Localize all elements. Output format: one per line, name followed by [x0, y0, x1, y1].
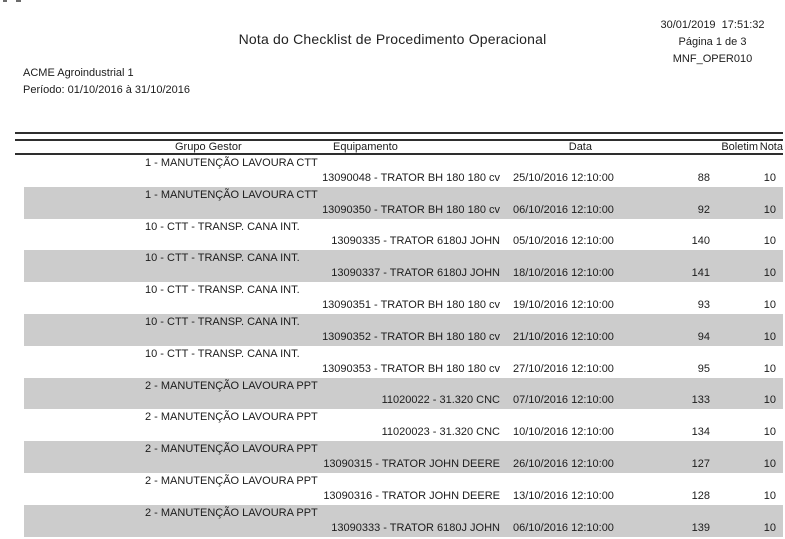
boletim-value: 95: [697, 362, 710, 375]
report-code: MNF_OPER010: [672, 53, 753, 65]
data-value: 25/10/2016 12:10:00: [513, 171, 614, 184]
nota-value: 10: [763, 235, 776, 248]
data-value: 06/10/2016 12:10:00: [513, 203, 614, 216]
boletim-value: 133: [691, 394, 710, 407]
nota-value: 10: [763, 394, 776, 407]
boletim-value: 92: [697, 203, 710, 216]
group-gestor-label: 1 - MANUTENÇÃO LAVOURA CTT: [145, 188, 318, 201]
column-header-equipamento: Equipamento: [333, 141, 398, 153]
table-row: [15, 155, 783, 187]
boletim-value: 134: [691, 426, 710, 439]
data-value: 05/10/2016 12:10:00: [513, 235, 614, 248]
report-period: Período: 01/10/2016 à 31/10/2016: [23, 84, 190, 96]
table-row: [15, 314, 783, 346]
table-row-values: [15, 457, 783, 473]
nota-value: 10: [763, 458, 776, 471]
table-row: [15, 282, 783, 314]
group-gestor-label: 2 - MANUTENÇÃO LAVOURA PPT: [145, 474, 318, 487]
equipamento-value: 13090315 - TRATOR JOHN DEERE: [323, 458, 500, 471]
boletim-value: 139: [691, 521, 710, 534]
table-row: [15, 441, 783, 473]
data-value: 13/10/2016 12:10:00: [513, 489, 614, 502]
table-header-row: [15, 141, 783, 153]
equipamento-value: 13090335 - TRATOR 6180J JOHN: [331, 235, 500, 248]
table-row-values: [15, 330, 783, 346]
column-header-boletim: Boletim: [721, 141, 758, 153]
table-row: [15, 187, 783, 219]
table-row-values: [15, 234, 783, 250]
table-row-values: [15, 203, 783, 219]
table-row-values: [15, 521, 783, 537]
equipamento-value: 13090316 - TRATOR JOHN DEERE: [323, 489, 500, 502]
equipamento-value: 13090333 - TRATOR 6180J JOHN: [331, 521, 500, 534]
group-gestor-label: 10 - CTT - TRANSP. CANA INT.: [145, 284, 300, 297]
page-number: Página 1 de 3: [678, 36, 747, 48]
boletim-value: 94: [697, 330, 710, 343]
equipamento-value: 11020022 - 31.320 CNC: [381, 394, 500, 407]
nota-value: 10: [763, 521, 776, 534]
group-gestor-label: 2 - MANUTENÇÃO LAVOURA PPT: [145, 379, 318, 392]
table-row-values: [15, 425, 783, 441]
group-gestor-label: 2 - MANUTENÇÃO LAVOURA PPT: [145, 443, 318, 456]
group-gestor-label: 2 - MANUTENÇÃO LAVOURA PPT: [145, 411, 318, 424]
page-title: Nota do Checklist de Procedimento Operacional: [238, 31, 547, 47]
table-row: [15, 219, 783, 251]
group-gestor-label: 10 - CTT - TRANSP. CANA INT.: [145, 347, 300, 360]
boletim-value: 93: [697, 299, 710, 312]
nota-value: 10: [763, 330, 776, 343]
group-gestor-label: 2 - MANUTENÇÃO LAVOURA PPT: [145, 506, 318, 519]
table-rows: [15, 155, 783, 537]
data-value: 21/10/2016 12:10:00: [513, 330, 614, 343]
equipamento-value: 13090353 - TRATOR BH 180 180 cv: [322, 362, 500, 375]
nota-value: 10: [763, 203, 776, 216]
table-row: [15, 346, 783, 378]
column-header-nota: Nota: [759, 141, 783, 153]
table-row: [15, 505, 783, 537]
boletim-value: 127: [691, 458, 710, 471]
boletim-value: 88: [697, 171, 710, 184]
group-gestor-label: 10 - CTT - TRANSP. CANA INT.: [145, 315, 300, 328]
nota-value: 10: [763, 267, 776, 280]
column-header-data: Data: [568, 141, 592, 153]
table-row-values: [15, 489, 783, 505]
data-value: 27/10/2016 12:10:00: [513, 362, 614, 375]
table-row-values: [15, 393, 783, 409]
data-value: 06/10/2016 12:10:00: [513, 521, 614, 534]
table-top-rule: [15, 132, 783, 134]
table-row: [15, 473, 783, 505]
group-gestor-label: 10 - CTT - TRANSP. CANA INT.: [145, 220, 300, 233]
column-header-grupo-gestor: Grupo Gestor: [175, 141, 242, 153]
table-row-values: [15, 298, 783, 314]
equipamento-value: 13090337 - TRATOR 6180J JOHN: [331, 267, 500, 280]
table-row-values: [15, 266, 783, 282]
nota-value: 10: [763, 489, 776, 502]
group-gestor-label: 10 - CTT - TRANSP. CANA INT.: [145, 252, 300, 265]
data-value: 18/10/2016 12:10:00: [513, 267, 614, 280]
report-meta: [645, 17, 780, 68]
table-row: [15, 250, 783, 282]
printed-timestamp: 30/01/2019 17:51:32: [660, 19, 765, 31]
boletim-value: 140: [691, 235, 710, 248]
group-gestor-label: 1 - MANUTENÇÃO LAVOURA CTT: [145, 156, 318, 169]
cropped-edge-artifact: [16, 0, 21, 2]
report-header-left: [23, 65, 190, 99]
equipamento-value: 13090351 - TRATOR BH 180 180 cv: [322, 299, 500, 312]
equipamento-value: 11020023 - 31.320 CNC: [381, 426, 500, 439]
table-row-values: [15, 362, 783, 378]
boletim-value: 128: [691, 489, 710, 502]
data-value: 26/10/2016 12:10:00: [513, 458, 614, 471]
equipamento-value: 13090352 - TRATOR BH 180 180 cv: [322, 330, 500, 343]
company-name: ACME Agroindustrial 1: [23, 67, 134, 79]
nota-value: 10: [763, 171, 776, 184]
table-row-values: [15, 171, 783, 187]
table-row: [15, 409, 783, 441]
nota-value: 10: [763, 426, 776, 439]
boletim-value: 141: [691, 267, 710, 280]
nota-value: 10: [763, 299, 776, 312]
equipamento-value: 13090048 - TRATOR BH 180 180 cv: [322, 171, 500, 184]
cropped-edge-artifact: [3, 0, 7, 2]
data-value: 19/10/2016 12:10:00: [513, 299, 614, 312]
table-row: [15, 378, 783, 410]
data-value: 07/10/2016 12:10:00: [513, 394, 614, 407]
equipamento-value: 13090350 - TRATOR BH 180 180 cv: [322, 203, 500, 216]
data-value: 10/10/2016 12:10:00: [513, 426, 614, 439]
nota-value: 10: [763, 362, 776, 375]
